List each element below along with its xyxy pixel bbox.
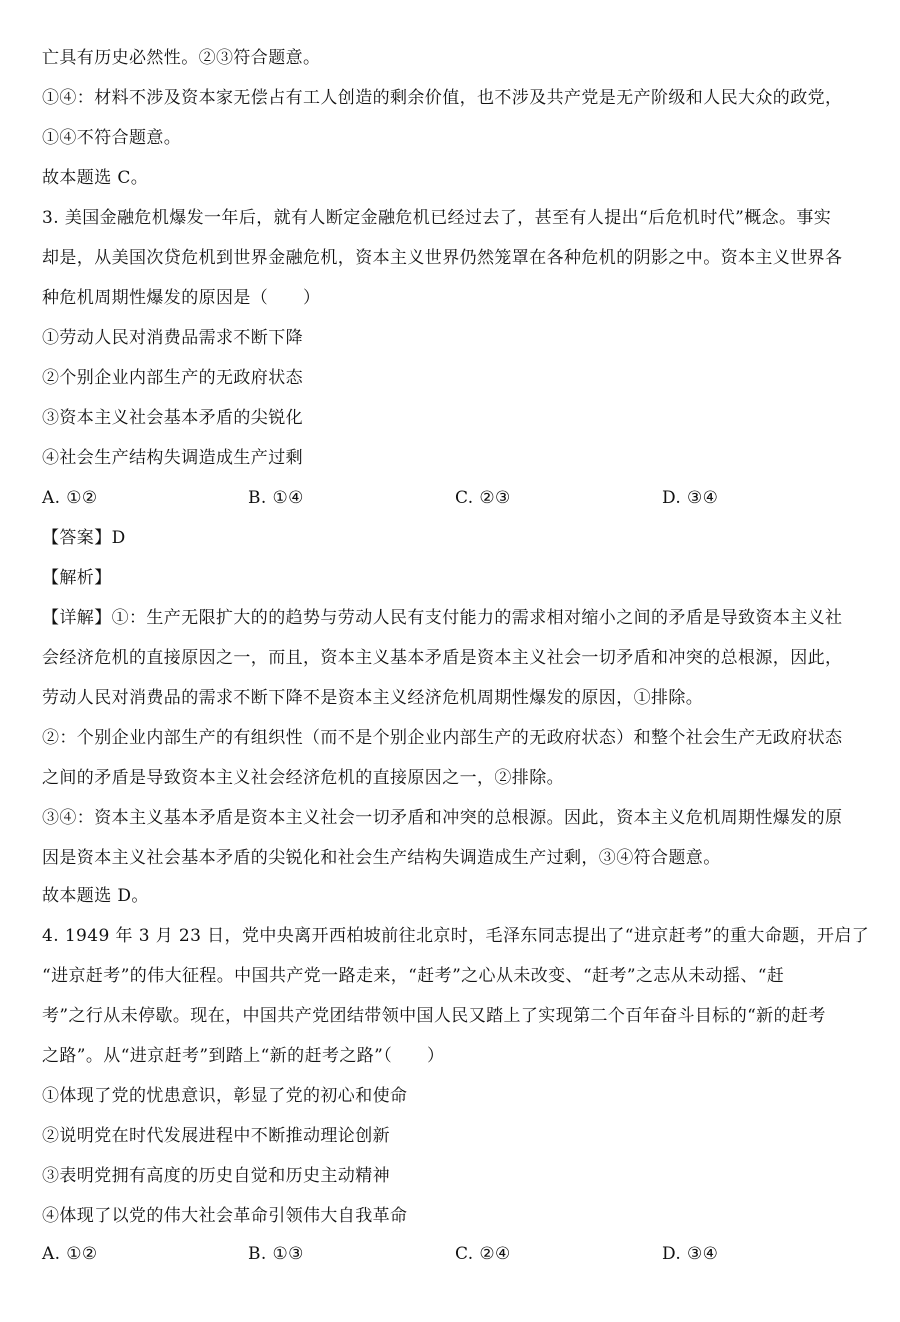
text-line: 亡具有历史必然性。②③符合题意。 [42,48,321,68]
text-line: ①④不符合题意。 [42,128,182,148]
option-b: B. ①④ [248,488,304,508]
detail-line: ②：个别企业内部生产的有组织性（而不是个别企业内部生产的无政府状态）和整个社会生产无政府状态 [42,728,843,748]
text-line: ①④：材料不涉及资本家无偿占有工人创造的剩余价值，也不涉及共产党是无产阶级和人民大众的政党， [42,88,843,108]
question-4-statement: ③表明党拥有高度的历史自觉和历史主动精神 [42,1166,390,1186]
detail-line: 故本题选 D。 [42,886,149,906]
question-3-statement: ②个别企业内部生产的无政府状态 [42,368,303,388]
question-4-stem: 考”之行从未停歇。现在，中国共产党团结带领中国人民又踏上了实现第二个百年奋斗目标的“新的赶考 [42,1006,826,1026]
analysis-label: 【解析】 [42,568,112,588]
option-d: D. ③④ [662,488,719,508]
question-4-stem: “进京赶考”的伟大征程。中国共产党一路走来，“赶考”之心从未改变、“赶考”之志从未动摇、“赶 [42,966,785,986]
option-a: A. ①② [42,488,98,508]
answer-label: 【答案】D [42,528,126,548]
question-3-statement: ③资本主义社会基本矛盾的尖锐化 [42,408,303,428]
question-3-stem: 3. 美国金融危机爆发一年后，就有人断定金融危机已经过去了，甚至有人提出“后危机时代”概念。事实 [42,208,832,228]
detail-line: 会经济危机的直接原因之一，而且，资本主义基本矛盾是资本主义社会一切矛盾和冲突的总根源，因此， [42,648,843,668]
question-4-statement: ①体现了党的忧患意识，彰显了党的初心和使命 [42,1086,408,1106]
option-b: B. ①③ [248,1244,304,1264]
option-c: C. ②④ [455,1244,511,1264]
option-c: C. ②③ [455,488,511,508]
text-line: 故本题选 C。 [42,168,149,188]
detail-line: ③④：资本主义基本矛盾是资本主义社会一切矛盾和冲突的总根源。因此，资本主义危机周期性爆发的原 [42,808,843,828]
detail-line: 【详解】①：生产无限扩大的的趋势与劳动人民有支付能力的需求相对缩小之间的矛盾是导致资本主义社 [42,608,843,628]
question-3-statement: ①劳动人民对消费品需求不断下降 [42,328,303,348]
question-4-stem: 4. 1949 年 3 月 23 日，党中央离开西柏坡前往北京时，毛泽东同志提出了“进京赶考”的重大命题，开启了 [42,926,870,946]
detail-line: 劳动人民对消费品的需求不断下降不是资本主义经济危机周期性爆发的原因，①排除。 [42,688,704,708]
detail-line: 因是资本主义社会基本矛盾的尖锐化和社会生产结构失调造成生产过剩，③④符合题意。 [42,848,721,868]
option-d: D. ③④ [662,1244,719,1264]
detail-line: 之间的矛盾是导致资本主义社会经济危机的直接原因之一，②排除。 [42,768,564,788]
question-3-statement: ④社会生产结构失调造成生产过剩 [42,448,303,468]
question-4-stem: 之路”。从“进京赶考”到踏上“新的赶考之路”（ ） [42,1046,445,1066]
question-3-stem: 种危机周期性爆发的原因是（ ） [42,288,321,308]
question-3-stem: 却是，从美国次贷危机到世界金融危机，资本主义世界仍然笼罩在各种危机的阴影之中。资本主义世界各 [42,248,843,268]
question-4-statement: ④体现了以党的伟大社会革命引领伟大自我革命 [42,1206,408,1226]
option-a: A. ①② [42,1244,98,1264]
question-4-statement: ②说明党在时代发展进程中不断推动理论创新 [42,1126,390,1146]
